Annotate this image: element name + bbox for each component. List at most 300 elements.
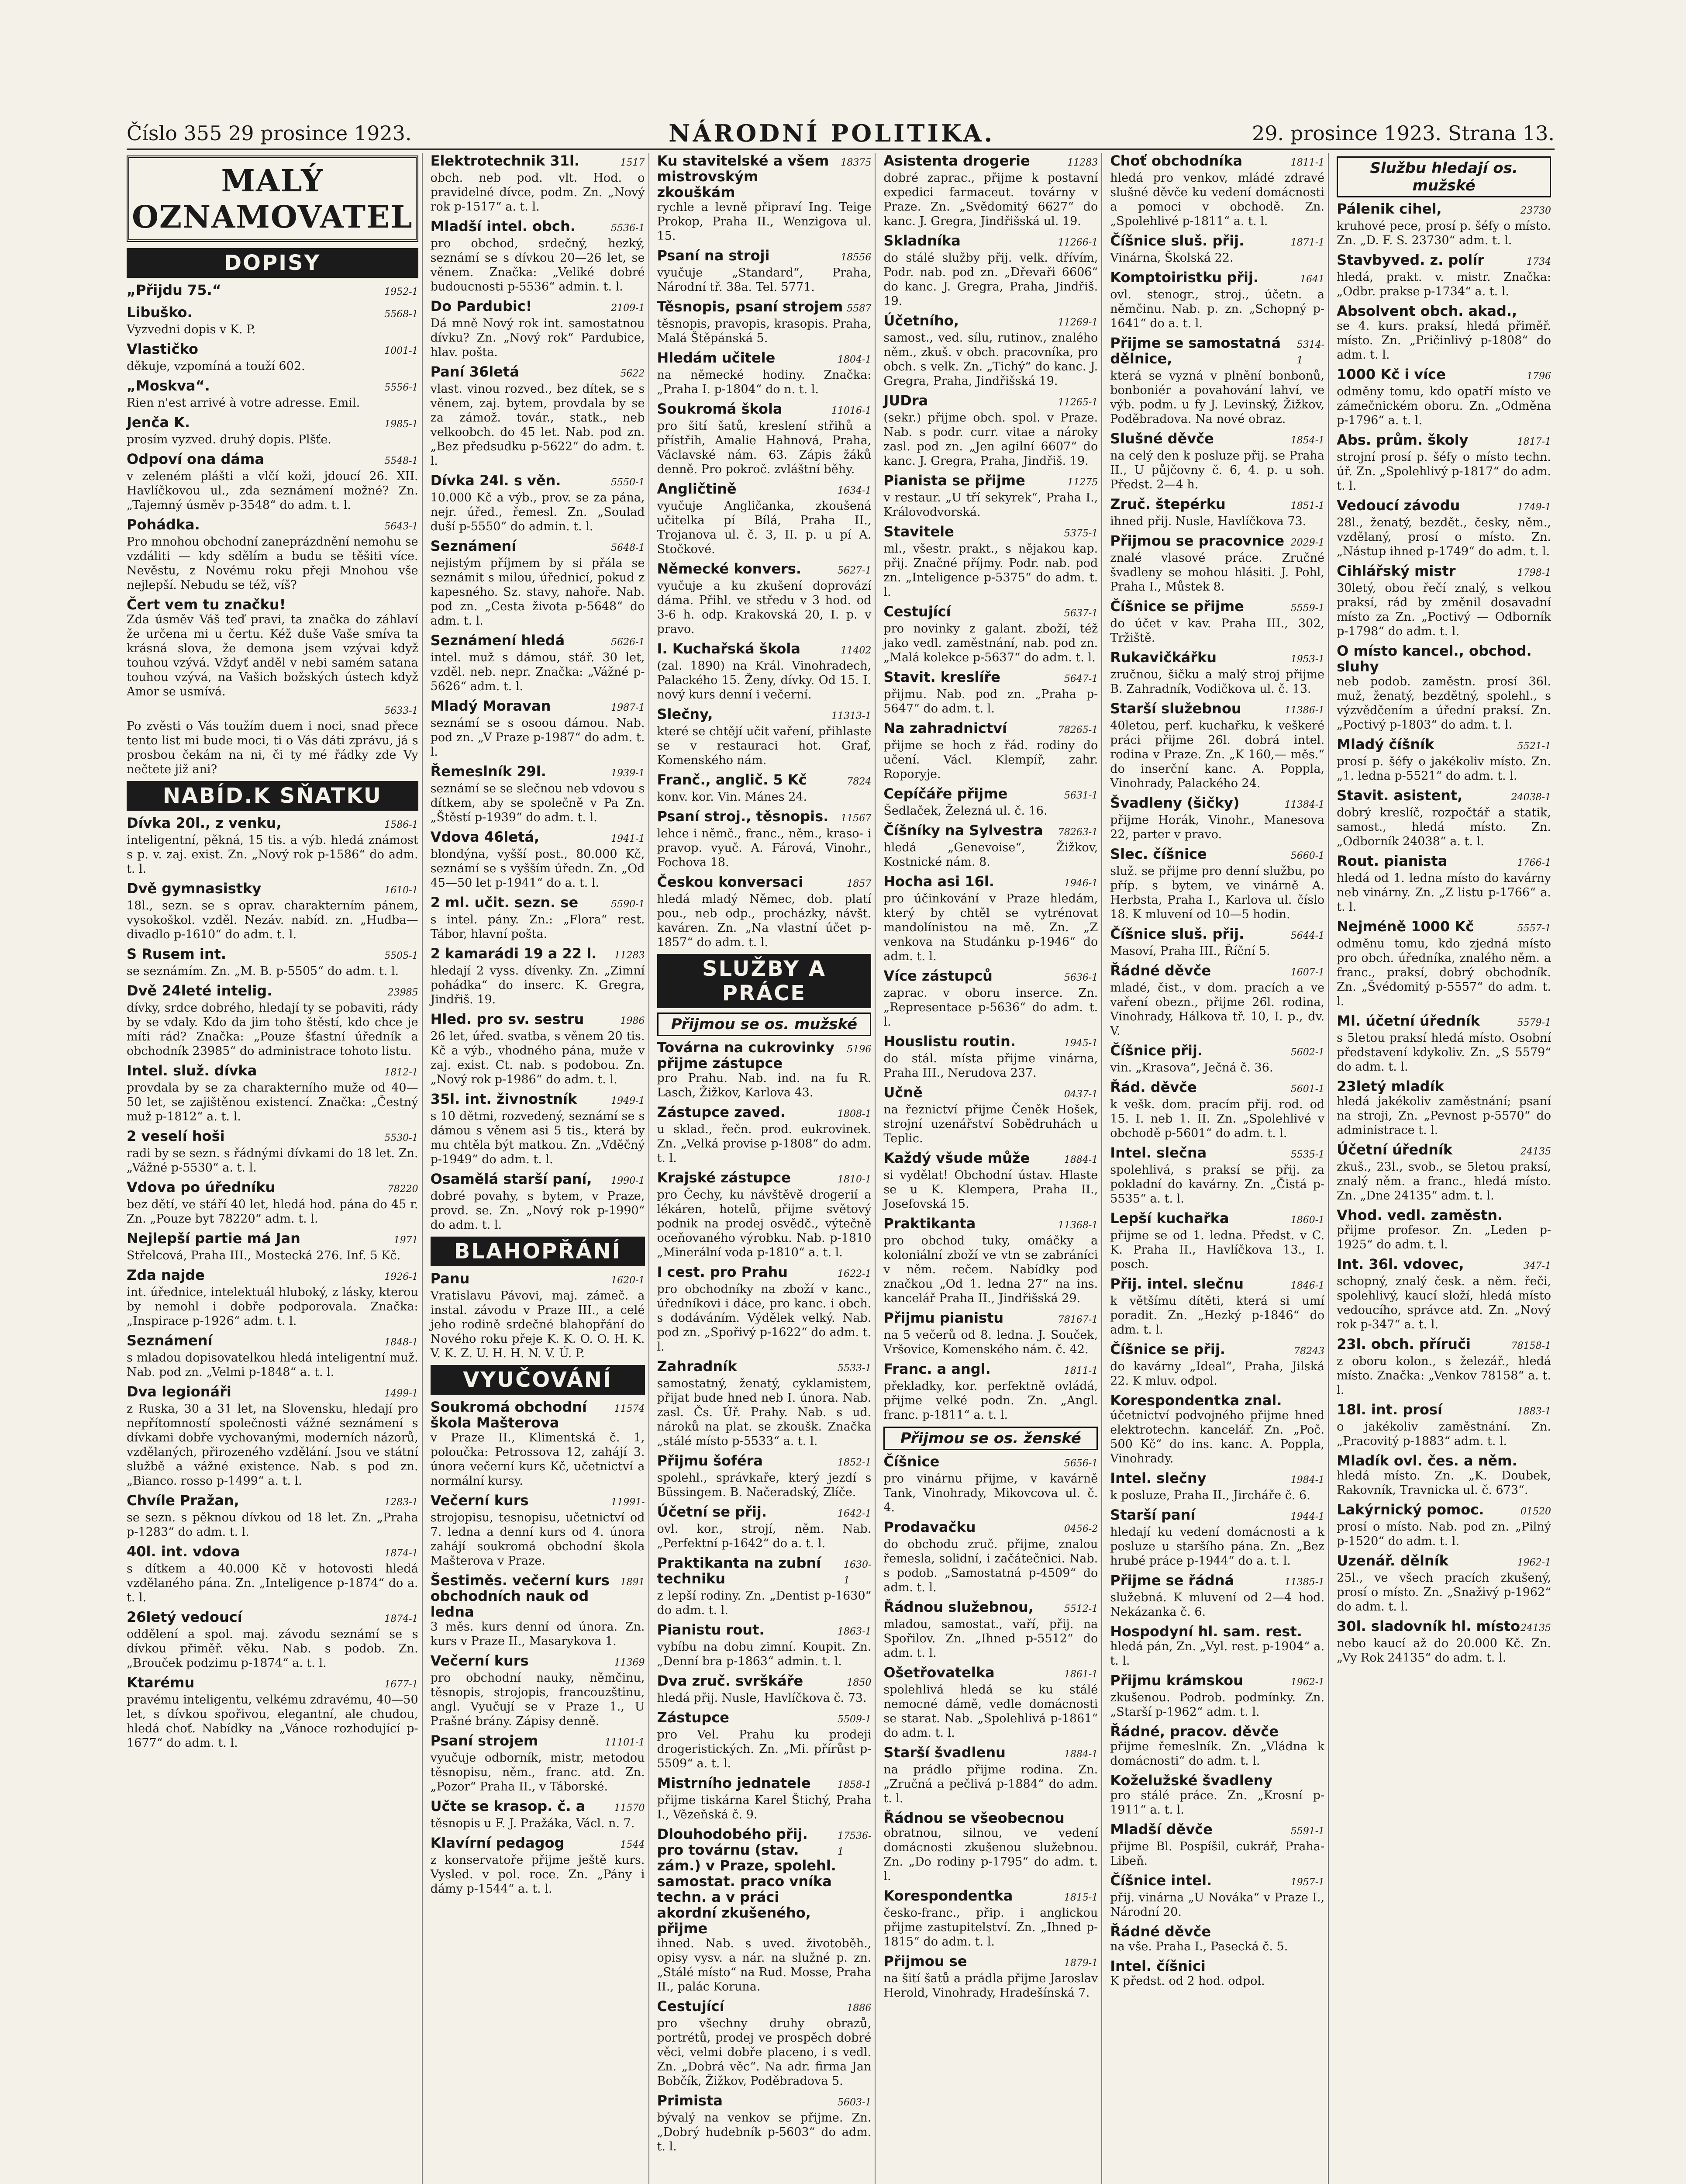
ad-heading-row	[657, 641, 872, 659]
ad-heading-row	[1337, 1207, 1551, 1223]
ad-headline: Houslistu routin.	[883, 1033, 1016, 1050]
ad-heading-row	[657, 809, 872, 826]
ad-heading-row	[431, 1572, 645, 1620]
ad-body: do obchodu zruč. přijme, znalou řemesla, solidní, i začátečnici. Nab. s podob. „Samostatná p-4509“ do adm. t. l.	[883, 1538, 1098, 1594]
ad-headline: Cestující	[657, 1998, 724, 2015]
ad-heading-row	[1110, 496, 1324, 514]
ad-code: 5644-1	[1290, 930, 1325, 941]
classified-ad	[1110, 1924, 1324, 1954]
ad-headline: Číšnice sluš. přij.	[1110, 232, 1245, 249]
ad-code: 5656-1	[1064, 1458, 1098, 1469]
classified-ad	[1337, 1013, 1551, 1074]
ad-body: se seznámím. Zn. „M. B. p-5505“ do adm. t. l.	[127, 964, 399, 978]
ad-code: 5559-1	[1290, 603, 1325, 614]
ad-heading-row	[431, 1798, 645, 1816]
ad-code: 1985-1	[384, 419, 418, 430]
ad-code: 1634-1	[837, 485, 872, 496]
ad-body: 25l., ve všech pracích zkušený, prosí o místo. Zn. „Snaživý p-1962“ do adm. t. l.	[1337, 1571, 1551, 1614]
ad-heading-row	[1337, 563, 1551, 581]
ad-heading-row	[431, 632, 645, 650]
ad-heading-row	[431, 946, 645, 964]
ad-code: 11386-1	[1284, 705, 1325, 716]
ad-headline: Libuško.	[127, 304, 193, 321]
section-banner: SLUŽBY A PRÁCE	[657, 954, 872, 1008]
ad-code: 1871-1	[1290, 237, 1325, 248]
ad-heading-row	[657, 1775, 872, 1793]
ad-heading-row	[883, 604, 1098, 622]
ad-code: 1499-1	[384, 1388, 418, 1399]
classified-ad	[431, 153, 645, 214]
ad-headline: Ml. účetní úředník	[1337, 1013, 1480, 1029]
classified-ad	[127, 597, 418, 699]
ad-headline: Skladníka	[883, 232, 961, 249]
ad-heading-row	[657, 248, 872, 266]
ad-heading-row	[1337, 1553, 1551, 1571]
ad-headline: Čert vem tu značku!	[127, 596, 286, 613]
ad-code: 1749-1	[1517, 502, 1551, 513]
ad-heading-row	[1337, 853, 1551, 871]
ad-code: 5548-1	[384, 456, 418, 467]
ad-heading-row	[431, 218, 645, 236]
ad-headline: Vdova 46letá,	[430, 829, 540, 845]
classified-ad	[657, 350, 872, 397]
ad-headline: Seznámení	[127, 1332, 213, 1349]
ad-code: 1987-1	[611, 702, 645, 713]
ad-heading-row	[883, 1454, 1098, 1472]
ad-headline: Panu	[430, 1270, 470, 1287]
ad-code: 11313-1	[831, 711, 872, 722]
classified-ad	[1337, 788, 1551, 849]
ad-headline: Nejlepší partie má Jan	[127, 1230, 300, 1247]
ad-code: 5622	[620, 368, 645, 379]
classified-ad	[657, 1040, 872, 1100]
ad-body: (sekr.) přijme obch. spol. v Praze. Nab. s podr. curr. vitae a nároky zasl. pod zn. „Jen agilní 6607“ do kanc. J. Gregra, Praha, Jindřiš. 19.	[883, 411, 1098, 468]
ad-code: 5509-1	[837, 1714, 872, 1725]
ad-heading-row	[1110, 1624, 1324, 1639]
ad-code: 11385-1	[1284, 1577, 1325, 1588]
ad-body: děkuje, vzpomíná a touží 602.	[127, 359, 305, 373]
classified-ad	[657, 1998, 872, 2088]
classified-ad	[883, 153, 1098, 228]
ad-headline: Asistenta drogerie	[883, 152, 1030, 169]
ad-body: bez dětí, ve stáří 40 let, hledá hod. pána do 45 r. Zn. „Pouze byt 78220“ adm. t. l.	[127, 1198, 418, 1226]
classified-ad	[657, 706, 872, 767]
ad-headline: Učně	[883, 1084, 923, 1101]
ad-heading-row	[1337, 432, 1551, 450]
section-banner: VYUČOVÁNÍ	[431, 1365, 645, 1395]
ad-heading-row	[127, 415, 418, 432]
ad-headline: Elektrotechnik 31l.	[430, 152, 580, 169]
ad-body: seznámí se se slečnou neb vdovou s dítkem, aby se společně v Pa Zn. „Štěstí p-1939“ do adm. t. l.	[430, 782, 645, 824]
ad-headline: Odpoví ona dáma	[127, 451, 264, 467]
ad-code: 1796	[1527, 371, 1551, 382]
classified-ad	[127, 1544, 418, 1605]
ad-code: 5636-1	[1064, 972, 1098, 983]
ad-headline: Dva zruč. svrškáře	[657, 1673, 803, 1689]
ad-body: 30letý, obou řečí znalý, s velkou praksí, rád by změnil dosavadní místo za Zn. „Poctivý — Odborník p-1798“ do adm. t. l.	[1337, 581, 1551, 638]
ad-code: 5579-1	[1517, 1017, 1551, 1028]
ad-heading-row	[883, 1361, 1098, 1379]
classified-ad	[127, 815, 418, 876]
ad-body: vyučuje Angličanka, zkoušená učitelka pí Bílá, Praha II., Trojanova ul. č. 3, II. p. u pí A. Stočkové.	[657, 499, 872, 556]
classified-ad	[883, 1745, 1098, 1806]
ad-code: 1939-1	[611, 768, 645, 779]
ad-headline: Vlastičko	[127, 341, 199, 357]
ad-headline: I. Kuchařská škola	[657, 640, 800, 657]
ad-heading-row	[431, 538, 645, 556]
ad-body: přijme se hoch z řád. rodiny do učení. Václ. Klempíř, zahr. Roporyje.	[883, 739, 1098, 781]
classified-ad	[1337, 498, 1551, 559]
ad-body: přijme se od 1. ledna. Předst. v C. K. Praha II., Havlíčkova 13., I. posch.	[1110, 1229, 1325, 1271]
classified-columns	[127, 153, 1555, 2184]
ad-headline: S Rusem int.	[127, 946, 227, 962]
ad-body: přijme tiskárna Karel Štichý, Praha I., Vězeňská č. 9.	[657, 1794, 872, 1821]
ad-heading-row	[883, 1665, 1098, 1683]
classified-ad	[1110, 1210, 1324, 1272]
ad-code: 5591-1	[1290, 1826, 1325, 1837]
ad-headline: Číšnice intel.	[1110, 1872, 1212, 1889]
classified-ad	[657, 1170, 872, 1260]
classified-ad	[1110, 1958, 1324, 1988]
ad-code: 5530-1	[384, 1133, 418, 1144]
ad-code: 1854-1	[1290, 435, 1325, 446]
ad-code: 1544	[620, 1839, 645, 1850]
column-1	[127, 153, 423, 2184]
ad-headline: Psaní na stroji	[657, 247, 770, 264]
ad-body: překladky, kor. perfektně ovládá, přijme velké podn. Zn. „Angl. franc. p-1811“ a. t. l.	[883, 1379, 1098, 1422]
ad-body: která se vyzná v plnění bonbonů, bonboniér a povahování lahví, ve výb. podm. u fy J. Levinský, Žižkov, Poděbradova. Na nové obraz.	[1110, 369, 1325, 426]
ad-body: na 5 večerů od 8. ledna. J. Souček, Vršovice, Komenského nám. č. 42.	[883, 1328, 1098, 1356]
ad-body: nebo kaucí až do 20.000 Kč. Zn. „Vy Rok 24135“ do adm. t. l.	[1337, 1637, 1551, 1665]
ad-headline: Více zástupců	[883, 968, 993, 984]
ad-code: 1884-1	[1064, 1154, 1098, 1165]
ad-headline: Primista	[657, 2092, 723, 2109]
ad-headline: Ku stavitelské a všem mistrovským zkouškám	[657, 152, 829, 200]
ad-heading-row	[883, 153, 1098, 171]
ad-code: 23985	[387, 987, 418, 998]
ad-body: obch. neb pod. vlt. Hod. o pravidelné dívce, podm. Zn. „Nový rok p-1517“ a. t. l.	[430, 171, 645, 214]
ad-code: 11265-1	[1058, 397, 1098, 408]
ad-body: zkuš., 23l., svob., se 5letou praksí, znalý něm. a franc., hledá místo. Zn. „Dne 24135“ adm. t. l.	[1337, 1160, 1551, 1203]
ad-heading-row	[657, 1264, 872, 1282]
ad-headline: Přijmou se	[883, 1953, 967, 1970]
ad-body: vybíbu na dobu zimní. Koupit. Zn. „Denní bra p-1863“ admin. t. l.	[657, 1640, 872, 1668]
ad-body: pro vinárnu přijme, v kavárně Tank, Vinohrady, Mikovcova ul. č. 4.	[883, 1472, 1098, 1514]
classified-ad	[657, 1775, 872, 1822]
ad-body: vlast. vinou rozved., bez dítek, se s věnem, zaj. bytem, provdala by se za zámož. továr., statk., neb velkoobch. do 45 let. Nab. pod zn. „Bez předsudku p-5622“ do adm. t. l.	[430, 382, 645, 468]
ad-body: mladou, samostat., vaří, přij. na Spořilov. Zn. „Ihned p-5512“ do adm. t. l.	[883, 1617, 1098, 1660]
ad-code: 1879-1	[1064, 1958, 1098, 1969]
ad-headline: Chvíle Pražan,	[127, 1492, 239, 1509]
ad-code: 11567	[841, 813, 872, 824]
ad-body: z oboru kolon., s železář., hledá místo. Značka: „Venkov 78158“ a. t. l.	[1337, 1355, 1551, 1397]
ad-code: 5633-1	[384, 705, 418, 716]
newspaper-name: NÁRODNÍ POLITIKA.	[669, 119, 995, 147]
ad-body: Dá mně Nový rok int. samostatnou dívku? Zn. „Nový rok“ Pardubice, hlav. pošta.	[430, 317, 645, 359]
ad-code: 1884-1	[1064, 1749, 1098, 1760]
classified-ad	[431, 1733, 645, 1794]
ad-headline: Účetního,	[883, 312, 959, 329]
ad-heading-row	[127, 1333, 418, 1351]
classified-ad	[1337, 1207, 1551, 1252]
classified-ad	[883, 1599, 1098, 1660]
ad-heading-row	[883, 1085, 1098, 1102]
classified-ad	[431, 698, 645, 759]
ad-body: dobré zaprac., přijme k postavní expedici farmaceut. továrny v Praze. Zn. „Svědomitý 6627“ do kanc. J. Gregra, Jindřišská ul. 19.	[883, 171, 1098, 228]
column-2	[431, 153, 649, 2184]
ad-headline: 40l. int. vdova	[127, 1543, 240, 1560]
ad-heading-row	[883, 968, 1098, 986]
ad-heading-row	[127, 1267, 418, 1285]
ad-headline: Hospodyní hl. sam. rest.	[1110, 1623, 1302, 1640]
ad-headline: Dvě gymnasistky	[127, 880, 262, 897]
ad-code: 1874-1	[384, 1548, 418, 1559]
ad-body: k většímu dítěti, která si umí poradit. Zn. „Hezký p-1846“ do adm. t. l.	[1110, 1294, 1325, 1337]
classified-ad	[127, 1675, 418, 1750]
ad-code: 5647-1	[1064, 674, 1098, 684]
ad-heading-row	[883, 1888, 1098, 1906]
ad-code: 2109-1	[611, 303, 645, 314]
ad-code: 5521-1	[1517, 741, 1551, 752]
ad-headline: Řemeslník 29l.	[430, 763, 546, 780]
ad-headline: Továrna na cukrovinky přijme zástupce	[657, 1039, 834, 1071]
ad-code: 1962-1	[1517, 1557, 1551, 1568]
classified-ad	[657, 1555, 872, 1617]
classified-ad	[657, 2093, 872, 2154]
ad-heading-row	[657, 1504, 872, 1522]
classified-ad	[431, 1171, 645, 1232]
ad-body: na celý den k posluze přij. se Praha II., U půjčovny č. 6, 4. p. u soh. Předst. 2—4 h.	[1110, 449, 1325, 491]
classified-ad	[431, 632, 645, 694]
ad-headline: Nejméně 1000 Kč	[1337, 918, 1474, 935]
ad-code: 1622-1	[837, 1268, 872, 1279]
classified-ad	[127, 946, 418, 978]
ad-body: pro všechny druhy obrazů, portrétů, prodej ve prospěch dobré věci, velmi dobře placeno, i s vedl. Zn. „Dobrá věc“. Na adr. firma Jan Bobčík, Žižkov, Poděbradova 5.	[657, 2017, 872, 2088]
ad-heading-row	[127, 1544, 418, 1562]
classified-ad	[127, 1267, 418, 1328]
ad-code: 5533-1	[837, 1363, 872, 1374]
ad-body: spolehlivá, s praksí se přij. za pokladní do kavárny. Zn. „Čistá p-5535“ a. t. l.	[1110, 1163, 1325, 1206]
ad-body: hledá místo. Zn. „K. Doubek, Rakovník, Travnicka ul. č. 673“.	[1337, 1469, 1551, 1497]
ad-code: 5626-1	[611, 637, 645, 648]
ad-heading-row	[1110, 1470, 1324, 1488]
ad-heading-row	[657, 874, 872, 892]
ad-body: Pro mnohou obchodní zaneprázdnění nemohu se vzdáliti — kdy sdělím a budu se těšiti více. Nevěstu, z Novému roku přeji Mnohou vše nejlepší. Nebudu se též, víš?	[127, 535, 418, 592]
ad-code: 5637-1	[1064, 608, 1098, 619]
ad-headline: Vedoucí závodu	[1337, 497, 1460, 514]
ad-headline: „Moskva“.	[127, 377, 210, 394]
ad-code: 1850	[847, 1677, 872, 1688]
ad-body: blondýna, vyšší post., 80.000 Kč, seznámí se s vyšším úředn. Zn. „Od 45—50 let p-1941“ do a. t. l.	[430, 847, 645, 890]
ad-code: 1984-1	[1290, 1475, 1325, 1486]
ad-heading-row	[883, 1745, 1098, 1762]
ad-code: 1586-1	[384, 819, 418, 830]
ad-headline: Praktikanta na zubní techniku	[657, 1555, 821, 1587]
ad-body: hledají 2 vyss. dívenky. Zn. „Zimní pohádka“ do inserc. K. Gregra, Jindřiš. 19.	[430, 964, 645, 1006]
ad-code: 5375-1	[1064, 528, 1098, 539]
ad-body: znalé vlasové práce. Zručné švadleny se mohou hlásiti. J. Pohl, Praha I., Můstek 8.	[1110, 551, 1325, 594]
ad-headline: Číšnice se přijme	[1110, 598, 1244, 615]
ad-heading-row	[127, 1063, 418, 1081]
ad-heading-row	[657, 1555, 872, 1589]
ad-code: 18375	[841, 157, 872, 168]
ad-body: pro účinkování v Praze hledám, který by chtěl se vytrénovat mandolínistou na mě. Zn. „Z venkova na Studánku p-1946“ do adm. t. l.	[883, 892, 1098, 963]
ad-body: seznámí se s osoou dámou. Nab. pod zn. „V Praze p-1987“ do adm. t. l.	[430, 716, 645, 759]
ad-body: mladé, čist., v dom. pracích a ve vaření obezn., přijme 26l. rodina, Vinohrady, Hálkova tř. 10, I. p., dv. V.	[1110, 981, 1325, 1038]
ad-headline: Řádnou služebnou,	[883, 1599, 1034, 1615]
ad-body: spolehl., správkaře, který jezdí s Büssingem. B. Načeradský, Zlíče.	[657, 1471, 872, 1499]
ad-body: do účet v kav. Praha III., 302, Tržiště.	[1110, 617, 1325, 645]
ad-heading-row	[431, 829, 645, 847]
classified-ad	[1337, 366, 1551, 428]
ad-heading-row	[127, 451, 418, 469]
classified-ad	[1337, 1142, 1551, 1203]
ad-body: prosím vyzved. druhý dopis. Plšťe.	[127, 433, 331, 446]
ad-body: nejistým příjmem by si přála se seznámit s milou, úřednicí, pokud z kapesného. Sz. stavy, nahoře. Nab. pod zn. „Cesta života p-5648“ do adm. t. l.	[430, 556, 645, 628]
ad-body: 10.000 Kč a výb., prov. se za pána, nejr. úřed., řemesl. Zn. „Soulad duší p-5550“ do admin. t. l.	[430, 491, 645, 533]
ad-headline: Hledám učitele	[657, 349, 776, 366]
ad-code: 24135	[1521, 1623, 1551, 1634]
ad-code: 1607-1	[1290, 967, 1325, 978]
ad-code: 1986	[620, 1016, 645, 1026]
ad-body: těsnopis u F. J. Pražáka, Václ. n. 7.	[430, 1817, 635, 1830]
ad-heading-row	[657, 401, 872, 419]
classified-ad	[127, 415, 418, 447]
ad-body: odměnu tomu, kdo zjedná místo pro obch. úředníka, znalého něm. a franc., praksí, dobrý obchodník. Zn. „Švédomitý p-5557“ do adm. t. l.	[1337, 937, 1551, 1008]
classified-ad	[1110, 153, 1324, 228]
ad-code: 1891	[620, 1577, 645, 1588]
ad-heading-row	[1337, 201, 1551, 219]
ad-body: kruhové pece, prosí p. šéfy o místo. Zn. „D. F. S. 23730“ adm. t. l.	[1337, 219, 1551, 247]
ad-headline: Hled. pro sv. sestru	[430, 1011, 584, 1027]
ad-code: 1811-1	[1290, 157, 1325, 168]
ad-headline: Pianista se přijme	[883, 472, 1025, 489]
classified-ad	[127, 1384, 418, 1488]
ad-headline: Pálenik cihel,	[1337, 200, 1442, 217]
classified-ad	[431, 1493, 645, 1568]
ad-code: 1926-1	[384, 1272, 418, 1282]
classified-ad	[431, 764, 645, 825]
ad-headline: Prodavačku	[883, 1519, 976, 1535]
classified-ad	[431, 1271, 645, 1361]
classified-ad	[883, 720, 1098, 781]
issue-info: Číslo 355 29 prosince 1923.	[127, 121, 412, 145]
ad-headline: Číšnice se přij.	[1110, 1341, 1225, 1358]
ad-headline: Přijmou se pracovnice	[1110, 532, 1285, 549]
ad-body: K předst. od 2 hod. odpol.	[1110, 1974, 1265, 1988]
ad-headline: Cestující	[883, 603, 951, 620]
ad-body: s 10 dětmi, rozvedený, seznámí se s dámou s věnem asi 5 tis., která by mu chtěla být matkou. Zn. „Vděčný p-1949“ do adm. t. l.	[430, 1109, 645, 1166]
ad-body: oddělení a spol. maj. závodu seznámí se s dívkou přiměř. věku. Nab. s podob. Zn. „Brouček podzimu p-1874“ a. t. l.	[127, 1628, 418, 1670]
ad-code: 5627-1	[837, 565, 872, 576]
ad-headline: 18l. int. prosí	[1337, 1401, 1442, 1418]
ad-headline: Mladší děvče	[1110, 1821, 1213, 1838]
ad-heading-row	[1110, 1079, 1324, 1097]
classified-ad	[127, 341, 418, 373]
ad-body: pro Čechy, ku návštěvě drogerií a lékáren, hotelů, přijme světový podnik na prodej osvědč., výtečně oceňovaného výrobku. Nab. p-1810 „Minerální voda p-1810“ a. t. l.	[657, 1188, 872, 1259]
ad-body: ihned přij. Nusle, Havlíčkova 73.	[1110, 515, 1307, 528]
classified-ad	[1110, 926, 1324, 958]
ad-body: odměny tomu, kdo opatří místo ve zámečnickém oboru. Zn. „Odměna p-1796“ a. t. l.	[1337, 385, 1551, 427]
ad-headline: Uzenář. dělník	[1337, 1552, 1448, 1569]
classified-ad	[431, 1835, 645, 1896]
ad-code: 1945-1	[1064, 1038, 1098, 1049]
ad-code: 1641	[1300, 274, 1325, 285]
classified-ad	[431, 895, 645, 941]
ad-body: na vše. Praha I., Pasecká č. 5.	[1110, 1940, 1288, 1953]
ad-headline: Krajské zástupce	[657, 1169, 791, 1186]
classified-ad	[127, 1333, 418, 1379]
classified-ad	[657, 809, 872, 870]
ad-code: 5550-1	[611, 477, 645, 488]
ad-heading-row	[127, 1609, 418, 1627]
classified-ad	[1110, 963, 1324, 1038]
ad-headline: Německé konvers.	[657, 560, 801, 577]
ad-code: 11269-1	[1058, 317, 1098, 328]
ad-code: 78265-1	[1058, 725, 1098, 736]
ad-heading-row	[657, 1622, 872, 1640]
ad-code: 17536-1	[837, 1831, 872, 1857]
ad-heading-row	[127, 1384, 418, 1402]
classified-ad	[1337, 252, 1551, 299]
ad-code: 0456-2	[1064, 1524, 1098, 1534]
ad-heading-row	[127, 304, 418, 322]
ad-heading-row	[657, 561, 872, 579]
ad-body: Zda úsměv Váš teď pravi, ta značka do záhlaví že určena mi u čertu. Kéž duše Vaše smíva ta krásná slova, že demona jsem vzývai když touhou vzývá. Vždyť anděl v nebi samém satana touhou vzývá, na Vašich božských ústech když Amor se usmívá.	[127, 613, 418, 698]
ad-heading-row	[1337, 1078, 1551, 1094]
ad-headline: Zástupce zaved.	[657, 1104, 786, 1120]
classified-ad	[1110, 1873, 1324, 1919]
ad-body: česko-franc., přip. i anglickou přijme zastupitelství. Zn. „Ihned p-1815“ do adm. t. l.	[883, 1906, 1098, 1949]
ad-body: s dítkem a 40.000 Kč v hotovosti hledá vzdělaného pána. Zn. „Inteligence p-1874“ do a. t. l.	[127, 1562, 418, 1604]
ad-body: ovl. kor., strojí, něm. Nab. „Perfektní p-1642“ do a. t. l.	[657, 1522, 872, 1550]
ad-headline: 30l. sladovník hl. místo	[1337, 1618, 1521, 1635]
ad-headline: Koželužské švadleny	[1110, 1772, 1273, 1789]
ad-body: konv. kor. Vin. Mánes 24.	[657, 790, 807, 804]
ad-headline: Českou konversaci	[657, 874, 803, 890]
classified-ad	[1110, 1470, 1324, 1503]
ad-heading-row	[1110, 1341, 1324, 1359]
ad-headline: Švadleny (šičky)	[1110, 795, 1240, 811]
ad-headline: Choť obchodníka	[1110, 152, 1243, 169]
ad-headline: Zruč. štepérku	[1110, 496, 1226, 512]
ad-body: obratnou, silnou, ve vedení domácnosti zkušenou služebnou. Zn. „Do rodiny p-1795“ do adm. t. l.	[883, 1826, 1098, 1883]
ad-heading-row	[1337, 498, 1551, 515]
ad-code: 1846-1	[1290, 1280, 1325, 1291]
ad-code: 1810-1	[837, 1174, 872, 1185]
ad-headline: Intel. číšnici	[1110, 1958, 1206, 1974]
ad-code: 1620-1	[611, 1275, 645, 1286]
classified-ad	[1337, 1402, 1551, 1448]
classified-ad	[883, 1888, 1098, 1949]
ad-code: 5568-1	[384, 309, 418, 320]
ad-code: 1941-1	[611, 833, 645, 844]
ad-code: 1883-1	[1517, 1406, 1551, 1417]
ad-body: hledá pro venkov, mládé zdravé slušné děvče ku vedení domácnosti a pomoci v obchodě. Zn. „Spolehlivé p-1811“ a. t. l.	[1110, 171, 1325, 228]
ad-body: 3 měs. kurs denní od února. Zn. kurs v Praze II., Masarykova 1.	[430, 1620, 645, 1648]
ad-heading-row	[1110, 1724, 1324, 1739]
ad-headline: Zda najde	[127, 1267, 205, 1283]
ad-body: u sklad., řečn. prod. eukrovinek. Zn. „Velká provise p-1808“ do adm. t. l.	[657, 1123, 872, 1165]
ad-code: 1949-1	[611, 1095, 645, 1106]
ad-heading-row	[883, 822, 1098, 840]
ad-headline: Franč., anglič. 5 Kč	[657, 771, 807, 788]
ad-body: na prádlo přijme rodina. Zn. „Zručná a pečlivá p-1884“ do adm. t. l.	[883, 1763, 1098, 1805]
classified-ad	[127, 1179, 418, 1226]
ad-headline: Stavbyved. z. polír	[1337, 252, 1484, 268]
ad-code: 1812-1	[384, 1067, 418, 1078]
ad-headline: Účetní úředník	[1337, 1141, 1453, 1158]
